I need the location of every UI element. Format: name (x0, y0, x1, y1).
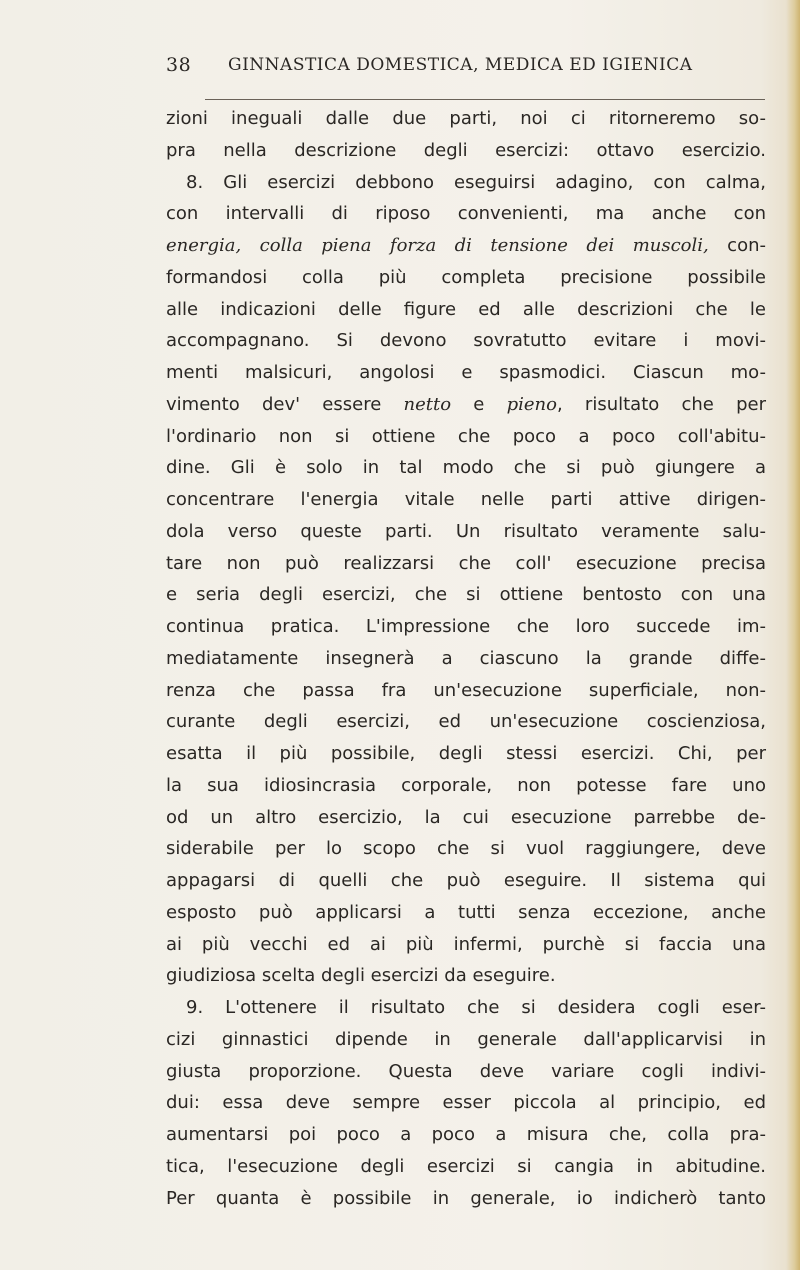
text-line (166, 389, 766, 421)
text-line: concentrare l'energia vitale nelle parti attive dirigen- (166, 489, 766, 510)
text-line: dola verso queste parti. Un risultato veramente salu- (166, 520, 766, 542)
text-line: pra nella descrizione degli esercizi: ottavo esercizio. (166, 139, 766, 161)
text-line: od un altro esercizio, la cui esecuzione parrebbe de- (166, 806, 766, 828)
text-line: tica, l'esecuzione degli esercizi si cangia in abitudine. (166, 1155, 766, 1177)
text-line: continua pratica. L'impressione che loro succede im- (166, 616, 766, 637)
text-line: ai più vecchi ed ai più infermi, purchè si faccia una (166, 933, 766, 955)
italic-word: pieno (506, 393, 557, 415)
text-line: zioni ineguali dalle due parti, noi ci ritorneremo so- (166, 108, 766, 129)
text-fragment: vimento dev' essere (166, 393, 404, 415)
italic-phrase: energia, colla piena forza di tensione dei muscoli, (166, 235, 709, 256)
text-line: giudiziosa scelta degli esercizi da eseguire. (166, 965, 556, 987)
text-line: mediatamente insegnerà a ciascuno la grande diffe- (166, 647, 766, 669)
text-line: l'ordinario non si ottiene che poco a poco coll'abitu- (166, 425, 766, 447)
text-fragment: con- (708, 235, 766, 256)
italic-word: netto (403, 393, 452, 415)
text-line: 9. L'ottenere il risultato che si desidera cogli eser- (186, 997, 766, 1018)
text-line: menti malsicuri, angolosi e spasmodici. Ciascun mo- (166, 362, 766, 383)
text-line: cizi ginnastici dipende in generale dall'applicarvisi in (166, 1028, 766, 1050)
text-line: alle indicazioni delle figure ed alle descrizioni che le (166, 298, 766, 320)
text-line: esatta il più possibile, degli stessi esercizi. Chi, per (166, 743, 766, 764)
text-line: renza che passa fra un'esecuzione superficiale, non- (166, 679, 766, 701)
page-number: 38 (166, 54, 192, 76)
body-text (166, 103, 766, 1214)
text-line: tare non può realizzarsi che coll' esecuzione precisa (166, 552, 766, 574)
text-line: la sua idiosincrasia corporale, non potesse fare uno (166, 774, 766, 796)
text-line: curante degli esercizi, ed un'esecuzione coscienziosa, (166, 711, 766, 733)
text-line: e seria degli esercizi, che si ottiene bentosto con una (166, 584, 766, 606)
text-line: giusta proporzione. Questa deve variare cogli indivi- (166, 1060, 766, 1082)
text-line: aumentarsi poi poco a poco a misura che, colla pra- (166, 1124, 766, 1145)
text-line: dine. Gli è solo in tal modo che si può giungere a (166, 457, 766, 479)
page-edge-shadow (786, 0, 800, 1270)
text-line: esposto può applicarsi a tutti senza eccezione, anche (166, 901, 766, 923)
text-line: 8. Gli esercizi debbono eseguirsi adagino, con calma, (186, 171, 766, 193)
text-line: siderabile per lo scopo che si vuol raggiungere, deve (166, 838, 766, 860)
text-fragment: , risultato che per (556, 393, 766, 415)
text-fragment: e (451, 393, 507, 415)
text-line: appagarsi di quelli che può eseguire. Il sistema qui (166, 870, 766, 891)
text-line: formandosi colla più completa precisione possibile (166, 266, 766, 288)
header-rule (205, 99, 765, 100)
running-title: GINNASTICA DOMESTICA, MEDICA ED IGIENICA (228, 55, 693, 75)
text-line (166, 230, 766, 262)
text-line: Per quanta è possibile in generale, io indicherò tanto (166, 1187, 766, 1209)
text-line: dui: essa deve sempre esser piccola al principio, ed (166, 1092, 766, 1114)
text-line: con intervalli di riposo convenienti, ma anche con (166, 203, 766, 225)
text-line: accompagnano. Si devono sovratutto evitare i movi- (166, 330, 766, 352)
page-header (166, 54, 766, 84)
